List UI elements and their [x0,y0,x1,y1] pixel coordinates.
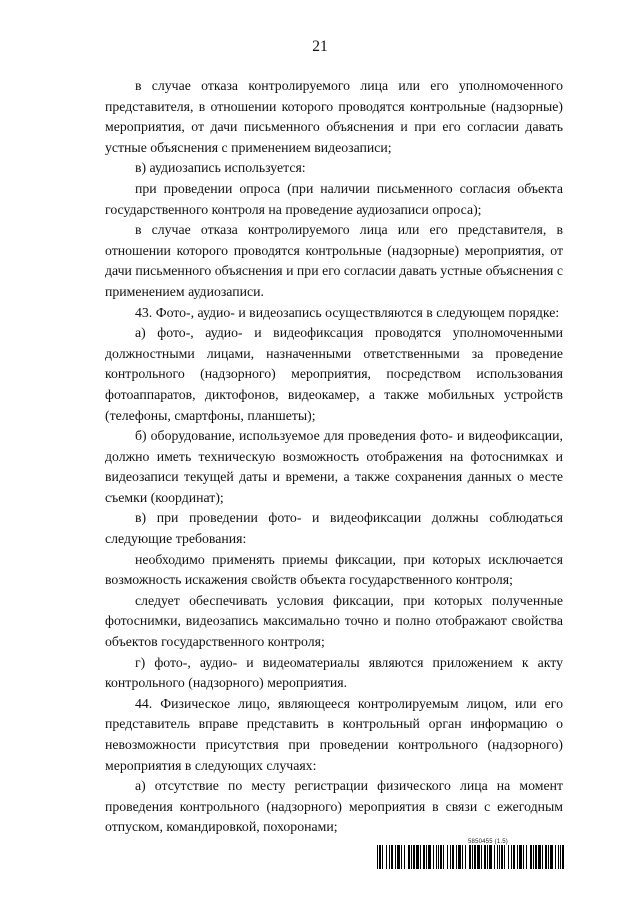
document-code: 5850455 (1.5) [468,839,508,845]
paragraph: в) при проведении фото- и видеофиксации должны соблюдаться следующие требования: [105,510,563,547]
paragraph: 43. Фото-, аудио- и видеозапись осуществляются в следующем порядке: [135,304,560,320]
barcode-icon [377,845,564,869]
paragraph: г) фото-, аудио- и видеоматериалы являются приложением к акту контрольного (надзорного) мероприятия. [105,654,563,691]
paragraph: б) оборудование, используемое для проведения фото- и видеофиксации, должно иметь техническую возможность отображения на фотоснимках и видеозаписи текущей даты и времени, а также сохранения данных о месте съемки (координат); [105,428,563,505]
paragraph: необходимо применять приемы фиксации, при которых исключается возможность искажения свойств объекта государственного контроля; [105,551,563,588]
paragraph: в) аудиозапись используется: [135,160,306,176]
paragraph: следует обеспечивать условия фиксации, при которых полученные фотоснимки, видеозапись максимально точно и полно отображают свойства объектов государственного контроля; [105,592,563,650]
paragraph: при проведении опроса (при наличии письменного согласия объекта государственного контроля на проведение аудиозаписи опроса); [105,180,563,217]
paragraph: а) отсутствие по месту регистрации физического лица на момент проведения контрольного (надзорного) мероприятия в связи с ежегодным отпуском, командировкой, похоронами; [105,778,563,835]
paragraph: 44. Физическое лицо, являющееся контролируемым лицом, или его представитель вправе представить в контрольный орган информацию о невозможности присутствия при проведении контрольного (надзорного) мероприятия в следующих случаях: [105,695,563,773]
paragraph: а) фото-, аудио- и видеофиксация проводятся уполномоченными должностными лицами, назначенными ответственными за проведение контрольного (надзорного) мероприятия, посредством использования фотоаппаратов, диктофонов, видеокамер, а также мобильных устройств (телефоны, смартфоны, планшеты); [105,325,563,423]
page-number: 21 [312,38,328,55]
paragraph: в случае отказа контролируемого лица или его уполномоченного представителя, в отношении которого проводятся контрольные (надзорные) мероприятия, от дачи письменного объяснения и при его согласии давать устные объяснения с применением видеозаписи; [105,78,563,155]
document-body [105,76,563,838]
paragraph: в случае отказа контролируемого лица или его представителя, в отношении которого проводятся контрольные (надзорные) мероприятия, от дачи письменного объяснения и при его согласии давать устные объяснения с применением аудиозаписи. [105,222,563,299]
